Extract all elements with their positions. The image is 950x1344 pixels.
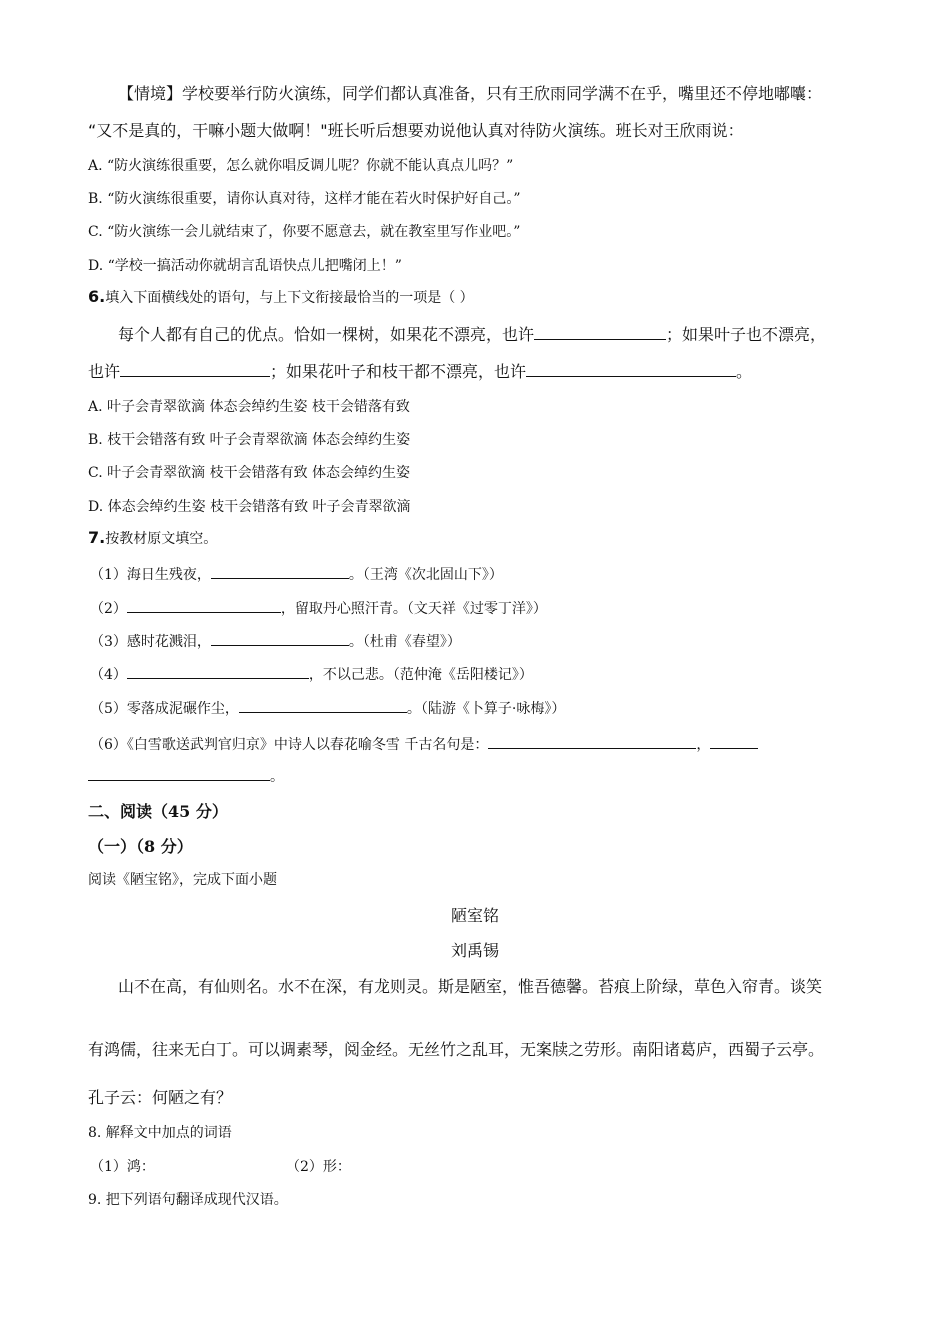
question-7-item-2: [90, 597, 547, 618]
question-7-item-5: [90, 697, 565, 718]
scenario-line-1: 【情境】学校要举行防火演练，同学们都认真准备，只有王欣雨同学满不在乎，嘴里还不停地嘟囔：: [118, 84, 823, 103]
fill-blank[interactable]: [526, 361, 736, 377]
passage-text: 。: [736, 362, 753, 381]
item-text: （2）: [90, 601, 127, 617]
item-text: 。（王湾《次北固山下》）: [348, 567, 503, 583]
item-text: 。（杜甫《春望》）: [348, 634, 461, 650]
poem-paragraph-line-3: 孔子云：何陋之有？: [88, 1088, 233, 1107]
scenario-option-b: B. “防火演练很重要，请你认真对待，这样才能在若火时保护好自己。”: [88, 191, 521, 207]
question-6-option-c: C. 叶子会青翠欲滴 枝干会错落有致 体态会绰约生姿: [88, 465, 411, 481]
question-6-option-a: A. 叶子会青翠欲滴 体态会绰约生姿 枝干会错落有致: [88, 399, 410, 415]
fill-blank[interactable]: [534, 324, 666, 340]
fill-blank[interactable]: [88, 765, 270, 781]
question-6-passage-line-2: [88, 359, 752, 382]
question-7-item-4: [90, 663, 533, 684]
question-6-option-b: B. 枝干会错落有致 叶子会青翠欲滴 体态会绰约生姿: [88, 432, 411, 448]
scenario-option-c: C. “防火演练一会儿就结束了，你要不愿意去，就在教室里写作业吧。”: [88, 224, 521, 240]
question-7-item-3: [90, 630, 461, 651]
question-6-passage-line-1: [118, 322, 826, 345]
scenario-line-2: “又不是真的，干嘛小题大做啊！"班长听后想要劝说他认真对待防火演练。班长对王欣雨说：: [88, 121, 744, 140]
fill-blank[interactable]: [127, 597, 281, 613]
poem-author: 刘禹锡: [450, 941, 499, 960]
item-text: （6）《白雪歌送武判官归京》中诗人以春花喻冬雪 千古名句是：: [90, 737, 489, 753]
scenario-option-a: A. “防火演练很重要，怎么就你唱反调儿呢？你就不能认真点儿吗？”: [88, 158, 514, 174]
part-title: （一）（8 分）: [88, 837, 193, 856]
fill-blank[interactable]: [239, 697, 407, 713]
passage-text: 每个人都有自己的优点。恰如一棵树，如果花不漂亮，也许: [118, 325, 535, 344]
item-text: （4）: [90, 667, 127, 683]
fill-blank[interactable]: [710, 733, 758, 749]
poem-paragraph-line-2: 有鸿儒，往来无白丁。可以调素琴，阅金经。无丝竹之乱耳，无案牍之劳形。南阳诸葛庐，西蜀子云亭。: [88, 1040, 825, 1059]
section-title: 二、阅读（45 分）: [88, 802, 228, 821]
question-7-item-1: [90, 563, 503, 584]
passage-text: ；如果花叶子和枝干都不漂亮，也许: [270, 362, 527, 381]
item-text: ，: [696, 737, 711, 753]
question-8-item-1: （1）鸿：: [90, 1159, 155, 1175]
fill-blank[interactable]: [120, 361, 270, 377]
fill-blank[interactable]: [127, 663, 309, 679]
question-number: 7.: [88, 528, 106, 547]
question-7-item-6-continued: [88, 765, 284, 786]
item-text: ，不以己悲。（范仲淹《岳阳楼记》）: [308, 667, 533, 683]
question-text: 按教材原文填空。: [105, 531, 218, 547]
item-text: 。: [270, 769, 284, 785]
poem-title: 陋室铭: [450, 906, 499, 925]
fill-blank[interactable]: [211, 563, 349, 579]
item-text: ，留取丹心照汗青。（文天祥《过零丁洋》）: [280, 601, 547, 617]
fill-blank[interactable]: [211, 630, 349, 646]
item-text: （5）零落成泥碾作尘，: [90, 701, 239, 717]
reading-intro: 阅读《陋宝铭》，完成下面小题: [88, 872, 277, 888]
question-text: 填入下面横线处的语句，与上下文衔接最恰当的一项是（ ）: [105, 290, 474, 306]
item-text: 。（陆游《卜算子·咏梅》）: [406, 701, 566, 717]
fill-blank[interactable]: [488, 733, 696, 749]
question-8-stem: 8. 解释文中加点的词语: [88, 1125, 232, 1141]
question-6-option-d: D. 体态会绰约生姿 枝干会错落有致 叶子会青翠欲滴: [88, 499, 411, 515]
question-7-item-6: [90, 733, 758, 754]
question-9-stem: 9. 把下列语句翻译成现代汉语。: [88, 1192, 288, 1208]
poem-paragraph-line-1: 山不在高，有仙则名。水不在深，有龙则灵。斯是陋室，惟吾德馨。苔痕上阶绿，草色入帘青。谈笑: [118, 977, 823, 996]
item-text: （1）海日生残夜，: [90, 567, 211, 583]
question-8-item-2: （2）形：: [286, 1159, 351, 1175]
scenario-option-d: D. “学校一搞活动你就胡言乱语快点儿把嘴闭上！”: [88, 258, 402, 274]
question-7-stem: [88, 528, 217, 548]
passage-text: ；如果叶子也不漂亮，: [666, 325, 827, 344]
question-number: 6.: [88, 287, 106, 306]
item-text: （3）感时花溅泪，: [90, 634, 211, 650]
passage-text: 也许: [88, 362, 121, 381]
question-6-stem: [88, 287, 474, 307]
